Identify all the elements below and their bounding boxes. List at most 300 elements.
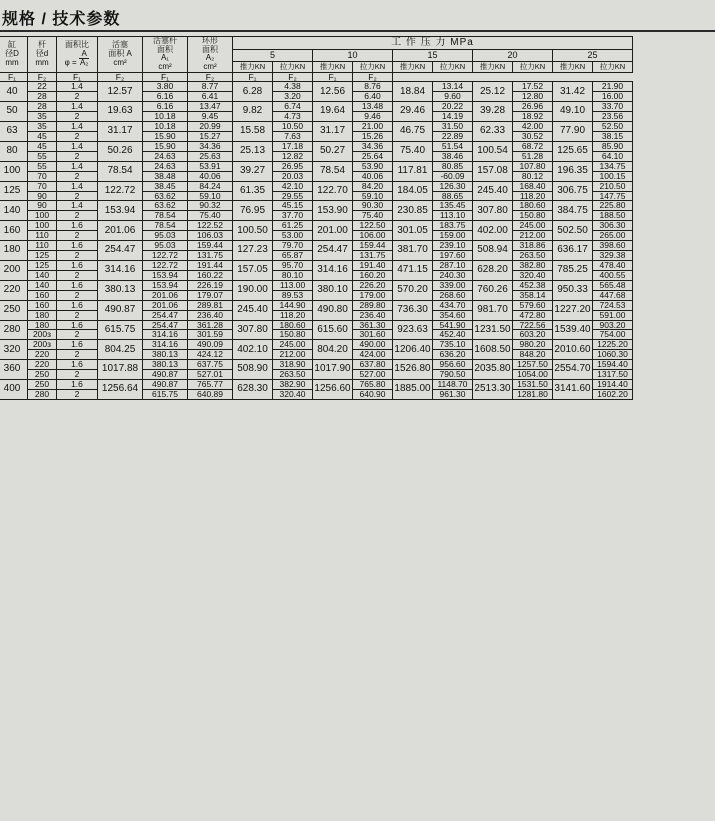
cell-annular-area: 13.47 xyxy=(188,102,233,112)
cell-pull-force: 527.00 xyxy=(353,370,393,380)
cell-pull-force: 126.30 xyxy=(433,181,473,191)
cell-rod-diameter: 160 xyxy=(28,290,57,300)
cell-area-ratio: 1.6 xyxy=(57,221,98,231)
cell-rod-area: 153.94 xyxy=(143,280,188,290)
table-row xyxy=(0,161,633,171)
cell-pull-force: 434.70 xyxy=(433,300,473,310)
cell-push-force: 306.75 xyxy=(553,181,593,201)
cell-pull-force: 236.40 xyxy=(353,310,393,320)
cell-rod-area: 24.63 xyxy=(143,151,188,161)
header-pull-10: 拉力KN xyxy=(353,62,393,72)
cell-pull-force: 722.56 xyxy=(513,320,553,330)
cell-push-force: 25.13 xyxy=(233,141,273,161)
cell-rod-diameter: 140 xyxy=(28,270,57,280)
cell-pull-force: 637.80 xyxy=(353,360,393,370)
cell-pull-force: 84.20 xyxy=(353,181,393,191)
cell-push-force: 12.56 xyxy=(313,82,353,102)
cell-push-force: 2554.70 xyxy=(553,360,593,380)
cell-pull-force: 15.26 xyxy=(353,132,393,142)
cell-piston-area: 50.26 xyxy=(98,141,143,161)
cell-piston-area: 490.87 xyxy=(98,300,143,320)
cell-push-force: 636.17 xyxy=(553,241,593,261)
cell-annular-area: 490.09 xyxy=(188,340,233,350)
cell-annular-area: 131.75 xyxy=(188,251,233,261)
cell-rod-area: 78.54 xyxy=(143,211,188,221)
cell-push-force: 628.30 xyxy=(233,380,273,400)
cell-annular-area: 159.44 xyxy=(188,241,233,251)
cell-area-ratio: 1.4 xyxy=(57,201,98,211)
header-push-5: 推力KN xyxy=(233,62,273,72)
cell-rod-diameter: 110 xyxy=(28,241,57,251)
cell-pull-force: 75.40 xyxy=(353,211,393,221)
cell-piston-area: 314.16 xyxy=(98,261,143,281)
cell-pull-force: 1281.80 xyxy=(513,390,553,400)
cell-pull-force: 226.20 xyxy=(353,280,393,290)
cell-push-force: 1206.40 xyxy=(393,340,433,360)
cell-pull-force: 40.06 xyxy=(353,171,393,181)
cell-push-force: 15.58 xyxy=(233,122,273,142)
cell-rod-area: 254.47 xyxy=(143,310,188,320)
cell-rod-diameter: 100 xyxy=(28,221,57,231)
cell-push-force: 1256.60 xyxy=(313,380,353,400)
cell-annular-area: 361.28 xyxy=(188,320,233,330)
page-title: 规格 / 技术参数 xyxy=(2,11,121,28)
cell-cylinder-diameter: 80 xyxy=(0,141,28,161)
cell-push-force: 402.00 xyxy=(473,221,513,241)
cell-pull-force: 16.00 xyxy=(593,92,633,102)
cell-pull-force: 268.60 xyxy=(433,290,473,300)
cell-cylinder-diameter: 100 xyxy=(0,161,28,181)
table-row xyxy=(0,261,633,271)
cell-rod-area: 15.90 xyxy=(143,132,188,142)
cell-push-force: 76.95 xyxy=(233,201,273,221)
cell-rod-area: 24.63 xyxy=(143,161,188,171)
cell-rod-diameter: 35 xyxy=(28,122,57,132)
cell-pull-force: 354.60 xyxy=(433,310,473,320)
cell-push-force: 3141.60 xyxy=(553,380,593,400)
cell-pull-force: 100.15 xyxy=(593,171,633,181)
cell-pull-force: 447.68 xyxy=(593,290,633,300)
cell-pull-force: 188.50 xyxy=(593,211,633,221)
cell-pull-force: 122.50 xyxy=(353,221,393,231)
cell-rod-diameter: 200з xyxy=(28,330,57,340)
cell-cylinder-diameter: 250 xyxy=(0,300,28,320)
cell-push-force: 736.30 xyxy=(393,300,433,320)
cell-annular-area: 8.77 xyxy=(188,82,233,92)
cell-pull-force: 59.10 xyxy=(353,191,393,201)
cell-push-force: 615.60 xyxy=(313,320,353,340)
header-push-10: 推力KN xyxy=(313,62,353,72)
cell-push-force: 1227.20 xyxy=(553,300,593,320)
cell-area-ratio: 2 xyxy=(57,171,98,181)
cell-pull-force: 4.38 xyxy=(273,82,313,92)
header-pressure-15: 15 xyxy=(393,50,473,62)
specification-table xyxy=(0,36,633,400)
cell-pull-force: 318.86 xyxy=(513,241,553,251)
cell-pull-force: 38.46 xyxy=(433,151,473,161)
table-row xyxy=(0,201,633,211)
cell-annular-area: 75.40 xyxy=(188,211,233,221)
cell-area-ratio: 2 xyxy=(57,231,98,241)
cell-pull-force: 25.64 xyxy=(353,151,393,161)
table-head xyxy=(0,37,633,82)
cell-pull-force: 579.60 xyxy=(513,300,553,310)
cell-rod-area: 95.03 xyxy=(143,231,188,241)
cell-pull-force: 790.50 xyxy=(433,370,473,380)
cell-push-force: 1608.50 xyxy=(473,340,513,360)
cell-pull-force: 90.30 xyxy=(353,201,393,211)
symbol-f1-10: F₁ xyxy=(57,72,98,82)
header-pull-5: 拉力KN xyxy=(273,62,313,72)
cell-rod-area: 490.87 xyxy=(143,370,188,380)
cell-pull-force: 191.40 xyxy=(353,261,393,271)
table-row xyxy=(0,241,633,251)
cell-pull-force: 20.22 xyxy=(433,102,473,112)
cell-pull-force: 541.90 xyxy=(433,320,473,330)
cell-annular-area: 106.03 xyxy=(188,231,233,241)
cell-annular-area: 53.91 xyxy=(188,161,233,171)
cell-pull-force: 38.15 xyxy=(593,132,633,142)
cell-push-force: 402.10 xyxy=(233,340,273,360)
cell-annular-area: 640.89 xyxy=(188,390,233,400)
header-piston-area: 活塞 面积 A cm² xyxy=(98,37,143,73)
cell-pull-force: 80.85 xyxy=(433,161,473,171)
cell-rod-diameter: 140 xyxy=(28,280,57,290)
cell-piston-area: 804.25 xyxy=(98,340,143,360)
cell-annular-area: 6.41 xyxy=(188,92,233,102)
cell-pull-force: 61.25 xyxy=(273,221,313,231)
cell-area-ratio: 2 xyxy=(57,132,98,142)
cell-rod-diameter: 200з xyxy=(28,340,57,350)
cell-push-force: 2035.80 xyxy=(473,360,513,380)
cell-rod-diameter: 28 xyxy=(28,102,57,112)
cell-area-ratio: 2 xyxy=(57,350,98,360)
cell-rod-area: 63.62 xyxy=(143,191,188,201)
cell-cylinder-diameter: 140 xyxy=(0,201,28,221)
cell-area-ratio: 1.6 xyxy=(57,380,98,390)
header-area-ratio: 面积比 φ = $\frac{A}{\text{A₂}}$ xyxy=(57,37,98,73)
cell-pull-force: 26.96 xyxy=(513,102,553,112)
cell-push-force: 384.75 xyxy=(553,201,593,221)
cell-area-ratio: 2 xyxy=(57,290,98,300)
cell-annular-area: 20.99 xyxy=(188,122,233,132)
cell-pull-force: 265.00 xyxy=(593,231,633,241)
cell-rod-area: 122.72 xyxy=(143,251,188,261)
cell-pull-force: 903.20 xyxy=(593,320,633,330)
cell-area-ratio: 2 xyxy=(57,151,98,161)
cell-annular-area: 59.10 xyxy=(188,191,233,201)
cell-piston-area: 31.17 xyxy=(98,122,143,142)
cell-rod-diameter: 250 xyxy=(28,380,57,390)
cell-pull-force: 10.50 xyxy=(273,122,313,132)
header-push-15: 推力KN xyxy=(393,62,433,72)
cell-annular-area: 236.40 xyxy=(188,310,233,320)
cell-pull-force: 640.90 xyxy=(353,390,393,400)
cell-annular-area: 15.27 xyxy=(188,132,233,142)
cell-pull-force: 53.90 xyxy=(353,161,393,171)
cell-rod-diameter: 250 xyxy=(28,370,57,380)
cell-push-force: 77.90 xyxy=(553,122,593,142)
cell-area-ratio: 1.6 xyxy=(57,261,98,271)
cell-push-force: 490.80 xyxy=(313,300,353,320)
cell-area-ratio: 2 xyxy=(57,390,98,400)
cell-pull-force: 21.00 xyxy=(353,122,393,132)
cell-rod-diameter: 220 xyxy=(28,360,57,370)
header-push-20: 推力KN xyxy=(473,62,513,72)
cell-pull-force: 159.44 xyxy=(353,241,393,251)
cell-rod-area: 380.13 xyxy=(143,350,188,360)
cell-push-force: 301.05 xyxy=(393,221,433,241)
cell-pull-force: 79.70 xyxy=(273,241,313,251)
cell-pull-force: 361.30 xyxy=(353,320,393,330)
cell-annular-area: 179.07 xyxy=(188,290,233,300)
cell-rod-area: 38.48 xyxy=(143,171,188,181)
cell-push-force: 1539.40 xyxy=(553,320,593,340)
cell-push-force: 981.70 xyxy=(473,300,513,320)
cell-pull-force: 64.10 xyxy=(593,151,633,161)
cell-piston-area: 1256.64 xyxy=(98,380,143,400)
cell-push-force: 923.63 xyxy=(393,320,433,340)
cell-pull-force: 80.12 xyxy=(513,171,553,181)
cell-pull-force: 26.95 xyxy=(273,161,313,171)
cell-rod-diameter: 110 xyxy=(28,231,57,241)
cell-pull-force: 210.50 xyxy=(593,181,633,191)
cell-pull-force: 1317.50 xyxy=(593,370,633,380)
cell-pull-force: 6.40 xyxy=(353,92,393,102)
cell-push-force: 78.54 xyxy=(313,161,353,181)
cell-pull-force: 113.10 xyxy=(433,211,473,221)
cell-pull-force: 85.90 xyxy=(593,141,633,151)
cell-pull-force: 197.60 xyxy=(433,251,473,261)
header-cylinder-diameter: 缸 径D mm xyxy=(0,37,28,73)
cell-pull-force: 52.50 xyxy=(593,122,633,132)
cell-area-ratio: 1.4 xyxy=(57,181,98,191)
cell-pull-force: 320.40 xyxy=(513,270,553,280)
cell-pull-force: 180.60 xyxy=(513,201,553,211)
cell-push-force: 254.47 xyxy=(313,241,353,261)
cell-pull-force: 329.38 xyxy=(593,251,633,261)
cell-pull-force: 147.75 xyxy=(593,191,633,201)
title-divider xyxy=(0,30,715,32)
symbol-f1-20: F₁ xyxy=(233,72,273,82)
table-row xyxy=(0,181,633,191)
cell-piston-area: 1017.88 xyxy=(98,360,143,380)
symbol-f2-25: F₂ xyxy=(353,72,393,82)
cell-push-force: 307.80 xyxy=(233,320,273,340)
header-working-pressure: 工 作 压 力 MPa xyxy=(233,37,633,50)
cell-pull-force: 159.00 xyxy=(433,231,473,241)
cell-push-force: 157.08 xyxy=(473,161,513,181)
cell-area-ratio: 1.4 xyxy=(57,161,98,171)
cell-rod-area: 10.18 xyxy=(143,112,188,122)
cell-push-force: 39.28 xyxy=(473,102,513,122)
cell-push-force: 570.20 xyxy=(393,280,433,300)
cell-pull-force: 452.38 xyxy=(513,280,553,290)
cell-push-force: 628.20 xyxy=(473,261,513,281)
cell-rod-diameter: 45 xyxy=(28,132,57,142)
cell-push-force: 804.20 xyxy=(313,340,353,360)
cell-annular-area: 301.59 xyxy=(188,330,233,340)
cell-push-force: 31.17 xyxy=(313,122,353,142)
cell-rod-diameter: 180 xyxy=(28,320,57,330)
cell-cylinder-diameter: 50 xyxy=(0,102,28,122)
cell-push-force: 49.10 xyxy=(553,102,593,122)
cell-cylinder-diameter: 200 xyxy=(0,261,28,281)
cell-pull-force: 603.20 xyxy=(513,330,553,340)
cell-pull-force: 7.63 xyxy=(273,132,313,142)
cell-pull-force: 13.14 xyxy=(433,82,473,92)
cell-pull-force: 424.00 xyxy=(353,350,393,360)
cell-area-ratio: 1.4 xyxy=(57,82,98,92)
cell-rod-diameter: 280 xyxy=(28,390,57,400)
cell-rod-diameter: 220 xyxy=(28,350,57,360)
cell-pull-force: 263.50 xyxy=(273,370,313,380)
cell-pull-force: 37.70 xyxy=(273,211,313,221)
cell-piston-area: 615.75 xyxy=(98,320,143,340)
cell-pull-force: 490.00 xyxy=(353,340,393,350)
cell-pull-force: 724.53 xyxy=(593,300,633,310)
cell-push-force: 201.00 xyxy=(313,221,353,241)
cell-push-force: 785.25 xyxy=(553,261,593,281)
cell-push-force: 25.12 xyxy=(473,82,513,102)
cell-push-force: 122.70 xyxy=(313,181,353,201)
cell-push-force: 1885.00 xyxy=(393,380,433,400)
cell-area-ratio: 1.6 xyxy=(57,300,98,310)
cell-push-force: 39.27 xyxy=(233,161,273,181)
cell-push-force: 230.85 xyxy=(393,201,433,221)
cell-pull-force: 382.80 xyxy=(513,261,553,271)
cell-push-force: 2513.30 xyxy=(473,380,513,400)
cell-rod-diameter: 90 xyxy=(28,201,57,211)
cell-pull-force: 6.74 xyxy=(273,102,313,112)
cell-area-ratio: 1.6 xyxy=(57,360,98,370)
cell-rod-area: 201.06 xyxy=(143,290,188,300)
cell-pull-force: 51.28 xyxy=(513,151,553,161)
cell-pull-force: 306.30 xyxy=(593,221,633,231)
cell-piston-area: 153.94 xyxy=(98,201,143,221)
cell-pull-force: 160.20 xyxy=(353,270,393,280)
table-body xyxy=(0,82,633,400)
cell-annular-area: 34.36 xyxy=(188,141,233,151)
cell-rod-diameter: 125 xyxy=(28,261,57,271)
cell-pull-force: 150.80 xyxy=(273,330,313,340)
cell-pull-force: 961.30 xyxy=(433,390,473,400)
header-rod-area: 活塞杆 面积 A₁ cm² xyxy=(143,37,188,73)
cell-annular-area: 289.81 xyxy=(188,300,233,310)
cell-area-ratio: 1.4 xyxy=(57,141,98,151)
cell-area-ratio: 2 xyxy=(57,270,98,280)
header-rod-diameter: 杆 径d mm xyxy=(28,37,57,73)
cell-pull-force: 33.70 xyxy=(593,102,633,112)
cell-pull-force: 23.56 xyxy=(593,112,633,122)
cell-piston-area: 254.47 xyxy=(98,241,143,261)
symbol-f2-10: F₂ xyxy=(98,72,143,82)
cell-pull-force: 1914.40 xyxy=(593,380,633,390)
symbol-f1-15: F₁ xyxy=(143,72,188,82)
cell-pull-force: 472.80 xyxy=(513,310,553,320)
cell-pull-force: 183.75 xyxy=(433,221,473,231)
cell-push-force: 31.42 xyxy=(553,82,593,102)
cell-area-ratio: 1.4 xyxy=(57,122,98,132)
cell-rod-diameter: 22 xyxy=(28,82,57,92)
cell-rod-area: 122.72 xyxy=(143,261,188,271)
cell-pull-force: -60.09 xyxy=(433,171,473,181)
cell-piston-area: 12.57 xyxy=(98,82,143,102)
cell-pull-force: 1054.00 xyxy=(513,370,553,380)
cell-pull-force: 245.00 xyxy=(513,221,553,231)
cell-pull-force: 565.48 xyxy=(593,280,633,290)
cell-pull-force: 42.00 xyxy=(513,122,553,132)
cell-push-force: 1017.90 xyxy=(313,360,353,380)
cell-rod-diameter: 55 xyxy=(28,151,57,161)
cell-pull-force: 51.54 xyxy=(433,141,473,151)
cell-pull-force: 65.87 xyxy=(273,251,313,261)
cell-area-ratio: 2 xyxy=(57,112,98,122)
cell-pull-force: 240.30 xyxy=(433,270,473,280)
cell-annular-area: 40.06 xyxy=(188,171,233,181)
cell-area-ratio: 2 xyxy=(57,92,98,102)
cell-push-force: 471.15 xyxy=(393,261,433,281)
cell-push-force: 100.54 xyxy=(473,141,513,161)
cell-pull-force: 636.20 xyxy=(433,350,473,360)
cell-rod-diameter: 55 xyxy=(28,161,57,171)
header-pressure-20: 20 xyxy=(473,50,553,62)
cell-rod-diameter: 180 xyxy=(28,310,57,320)
cell-push-force: 314.16 xyxy=(313,261,353,281)
cell-area-ratio: 1.6 xyxy=(57,320,98,330)
cell-pull-force: 225.80 xyxy=(593,201,633,211)
cell-pull-force: 358.14 xyxy=(513,290,553,300)
cell-pull-force: 289.80 xyxy=(353,300,393,310)
cell-push-force: 75.40 xyxy=(393,141,433,161)
cell-area-ratio: 2 xyxy=(57,330,98,340)
cell-pull-force: 42.10 xyxy=(273,181,313,191)
cell-pull-force: 591.00 xyxy=(593,310,633,320)
cell-rod-diameter: 100 xyxy=(28,211,57,221)
table-row xyxy=(0,122,633,132)
header-pull-15: 拉力KN xyxy=(433,62,473,72)
cell-rod-diameter: 45 xyxy=(28,141,57,151)
cell-rod-area: 490.87 xyxy=(143,380,188,390)
cell-pull-force: 88.65 xyxy=(433,191,473,201)
cell-rod-area: 15.90 xyxy=(143,141,188,151)
cell-cylinder-diameter: 63 xyxy=(0,122,28,142)
cell-push-force: 61.35 xyxy=(233,181,273,201)
cell-rod-area: 153.94 xyxy=(143,270,188,280)
header-pressure-25: 25 xyxy=(553,50,633,62)
cell-pull-force: 1148.70 xyxy=(433,380,473,390)
cell-pull-force: 20.03 xyxy=(273,171,313,181)
cell-pull-force: 22.89 xyxy=(433,132,473,142)
cell-pull-force: 239.10 xyxy=(433,241,473,251)
cell-cylinder-diameter: 40 xyxy=(0,82,28,102)
cell-rod-diameter: 28 xyxy=(28,92,57,102)
cell-annular-area: 122.52 xyxy=(188,221,233,231)
cell-push-force: 6.28 xyxy=(233,82,273,102)
cell-rod-diameter: 160 xyxy=(28,300,57,310)
cell-pull-force: 18.92 xyxy=(513,112,553,122)
table-row xyxy=(0,102,633,112)
symbol-f1-25: F₁ xyxy=(313,72,353,82)
cell-rod-diameter: 70 xyxy=(28,181,57,191)
header-pull-20: 拉力KN xyxy=(513,62,553,72)
cell-pull-force: 956.60 xyxy=(433,360,473,370)
cell-pull-force: 452.40 xyxy=(433,330,473,340)
cell-pull-force: 12.82 xyxy=(273,151,313,161)
cell-rod-area: 63.62 xyxy=(143,201,188,211)
cell-rod-diameter: 90 xyxy=(28,191,57,201)
cell-pull-force: 17.52 xyxy=(513,82,553,92)
